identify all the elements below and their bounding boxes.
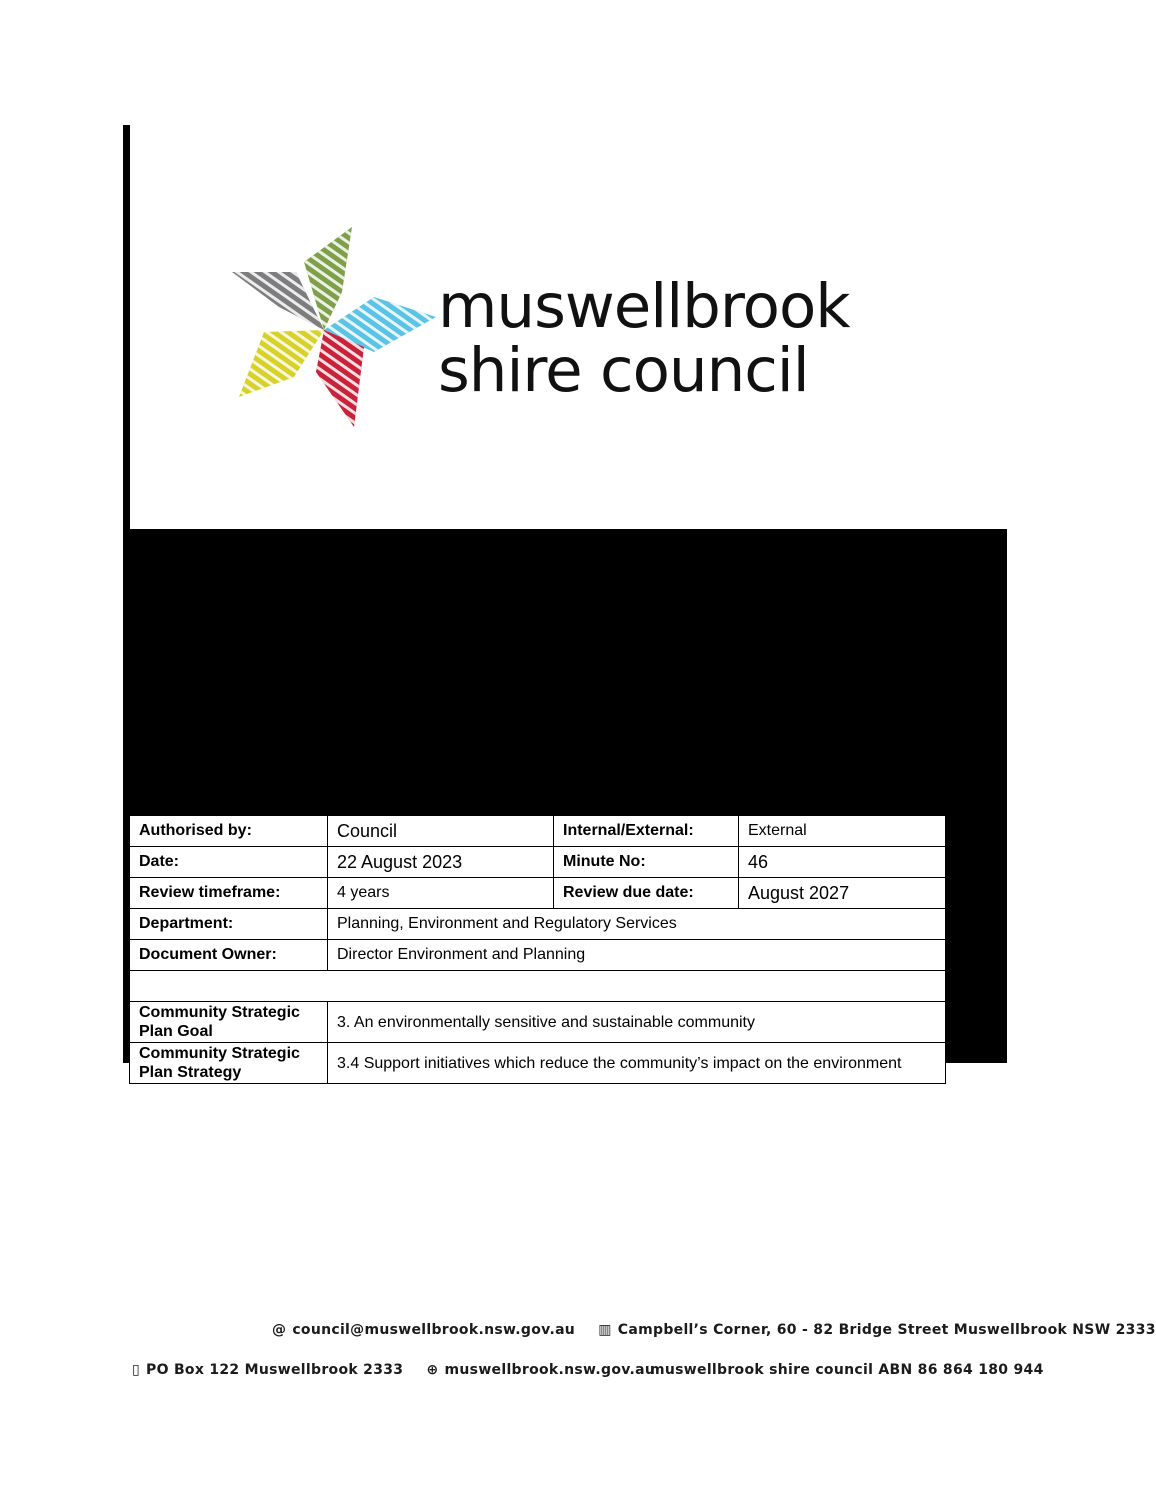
date-value: 22 August 2023 [328,847,554,878]
document-owner-label: Document Owner: [130,940,328,971]
logo-line-2: shire council [438,335,809,406]
csp-goal-value: 3. An environmentally sensitive and sustainable community [328,1002,946,1043]
minute-no-value: 46 [739,847,946,878]
authorised-by-value: Council [328,816,554,847]
internal-external-label: Internal/External: [554,816,739,847]
council-logo-mark [224,222,444,432]
council-logo-text [438,271,850,406]
table-row [130,909,946,940]
footer-email[interactable]: council@muswellbrook.nsw.gov.au [292,1322,576,1338]
department-value: Planning, Environment and Regulatory Services [328,909,946,940]
authorised-by-label: Authorised by: [130,816,328,847]
footer-address: Campbell’s Corner, 60 - 82 Bridge Street Muswellbrook NSW 2333 [617,1322,1156,1338]
csp-strategy-value: 3.4 Support initiatives which reduce the community’s impact on the environment [328,1043,946,1084]
globe-icon: ⊕ [426,1362,439,1378]
footer-contact-line [272,1322,1156,1338]
logo-line-1: muswellbrook [438,271,850,342]
review-timeframe-value: 4 years [328,878,554,909]
email-icon: @ [272,1322,287,1338]
mailbox-icon: ▯ [132,1362,141,1378]
footer-po-box: PO Box 122 Muswellbrook 2333 [146,1362,404,1378]
table-row [130,847,946,878]
review-due-value: August 2027 [739,878,946,909]
document-owner-value: Director Environment and Planning [328,940,946,971]
logo-petal-yellow-stripes [239,330,324,397]
logo-petal-red-stripes [316,330,364,427]
table-row [130,878,946,909]
minute-no-label: Minute No: [554,847,739,878]
table-row-empty [130,971,946,1002]
csp-goal-label: Community Strategic Plan Goal [130,1002,328,1043]
review-due-label: Review due date: [554,878,739,909]
building-icon: ▥ [598,1322,612,1338]
footer-website[interactable]: muswellbrook.nsw.gov.au [444,1362,656,1378]
table-row [130,940,946,971]
table-row [130,1002,946,1043]
date-label: Date: [130,847,328,878]
csp-strategy-label: Community Strategic Plan Strategy [130,1043,328,1084]
department-label: Department: [130,909,328,940]
table-row [130,1043,946,1084]
empty-cell [130,971,946,1002]
review-timeframe-label: Review timeframe: [130,878,328,909]
footer-org-abn: muswellbrook shire council ABN 86 864 180 944 [650,1362,1044,1378]
footer-postal-line [132,1362,655,1378]
internal-external-value: External [739,816,946,847]
document-details-table [129,815,946,1084]
table-row [130,816,946,847]
